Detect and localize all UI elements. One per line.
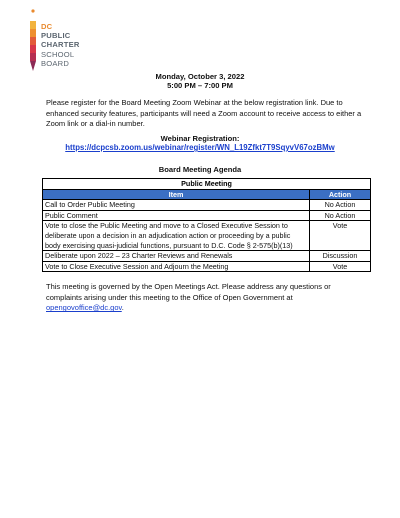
dc-pcsb-logo xyxy=(27,8,107,74)
agenda-action: Vote xyxy=(310,261,371,272)
open-government-email-link[interactable]: opengovoffice@dc.gov xyxy=(46,303,122,313)
logo-line-dc: DC xyxy=(41,22,53,31)
agenda-table xyxy=(42,178,371,272)
logo-wordmark xyxy=(41,22,80,68)
registration-link[interactable]: https://dcpcsb.zoom.us/webinar/register/WN_L19Zfkt7T9SqyvV67ozBMw xyxy=(65,143,335,152)
footer-paragraph xyxy=(46,282,366,314)
table-row xyxy=(43,261,371,272)
logo-line-school: SCHOOL xyxy=(41,49,75,59)
intro-paragraph: Please register for the Board Meeting Zoom Webinar at the below registration link. Due to enhanced security features, participants will need a Zoom account to receive access to either a Zoom link or a dial-in number. xyxy=(46,98,362,129)
table-row xyxy=(43,251,371,262)
footer-end: . xyxy=(121,303,124,313)
registration-heading: Webinar Registration: xyxy=(160,134,240,143)
agenda-action: No Action xyxy=(310,200,371,211)
logo-line-board: BOARD xyxy=(41,58,70,68)
agenda-section-header: Public Meeting xyxy=(43,179,371,190)
agenda-action: Discussion xyxy=(310,251,371,262)
agenda-item: Call to Order Public Meeting xyxy=(43,200,310,211)
column-header-item: Item xyxy=(43,189,310,200)
pencil-logo-icon xyxy=(27,8,39,74)
agenda-title: Board Meeting Agenda xyxy=(158,165,242,174)
column-header-action: Action xyxy=(310,189,371,200)
agenda-action: Vote xyxy=(310,221,371,251)
meeting-date: Monday, October 3, 2022 xyxy=(155,72,245,81)
table-row xyxy=(43,210,371,221)
agenda-action: No Action xyxy=(310,210,371,221)
agenda-item: Vote to Close Executive Session and Adjourn the Meeting xyxy=(43,261,310,272)
table-row xyxy=(43,221,371,251)
meeting-time: 5:00 PM – 7:00 PM xyxy=(167,81,233,90)
footer-text: This meeting is governed by the Open Meetings Act. Please address any questions or complaints arising under this meeting to the Office of Open Government at xyxy=(46,282,331,302)
logo-line-charter: CHARTER xyxy=(41,40,80,50)
agenda-item: Deliberate upon 2022 – 23 Charter Reviews and Renewals xyxy=(43,251,310,262)
agenda-item: Vote to close the Public Meeting and move to a Closed Executive Session to deliberate upon a decision in an adjudication action or proceeding by a public body exercising quasi-judicial functions, pursuant to D.C. Code § 2-575(b)(13) xyxy=(43,221,310,251)
table-row xyxy=(43,200,371,211)
logo-line-public: PUBLIC xyxy=(41,31,71,41)
agenda-item: Public Comment xyxy=(43,210,310,221)
